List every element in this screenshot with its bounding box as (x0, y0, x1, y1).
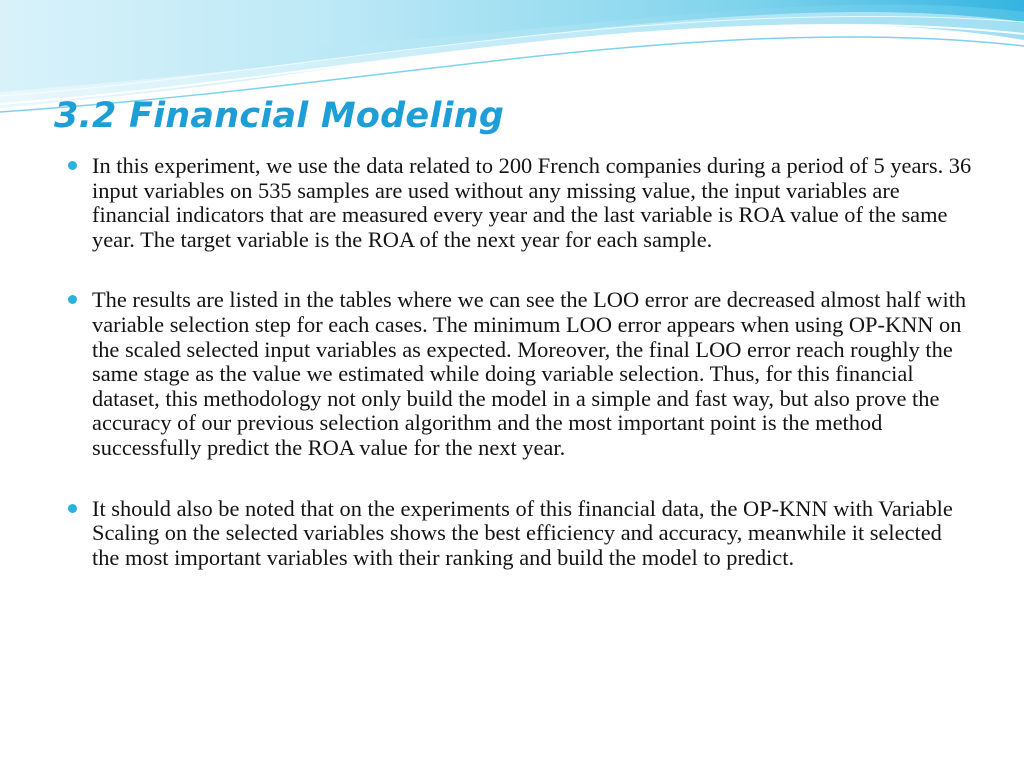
slide-title: 3.2 Financial Modeling (54, 96, 505, 136)
bullet-dot-icon (68, 504, 77, 513)
bullet-text: The results are listed in the tables where we can see the LOO error are decreased almost half with variable selection step for each cases. The minimum LOO error appears when using OP-KNN on the scaled selected input variables as expected. Moreover, the final LOO error reach roughly the same stage as the value we estimated while doing variable selection. Thus, for this financial dataset, this methodology not only build the model in a simple and fast way, but also prove the accuracy of our previous selection algorithm and the most important point is the method successfully predict the ROA value for the next year. (92, 287, 967, 460)
list-item (64, 497, 974, 571)
bullet-text: It should also be noted that on the experiments of this financial data, the OP-KNN with Variable Scaling on the selected variables shows the best efficiency and accuracy, meanwhile it selected the most important variables with their ranking and build the model to predict. (92, 495, 953, 570)
bullet-dot-icon (68, 295, 77, 304)
list-item (64, 154, 974, 252)
list-item (64, 288, 974, 460)
bullet-list (64, 154, 974, 570)
bullet-text: In this experiment, we use the data related to 200 French companies during a period of 5 years. 36 input variables on 535 samples are used without any missing value, the input variables are financial indicators that are measured every year and the last variable is ROA value of the same year. The target variable is the ROA of the next year for each sample. (92, 153, 972, 252)
bullet-dot-icon (68, 161, 77, 170)
